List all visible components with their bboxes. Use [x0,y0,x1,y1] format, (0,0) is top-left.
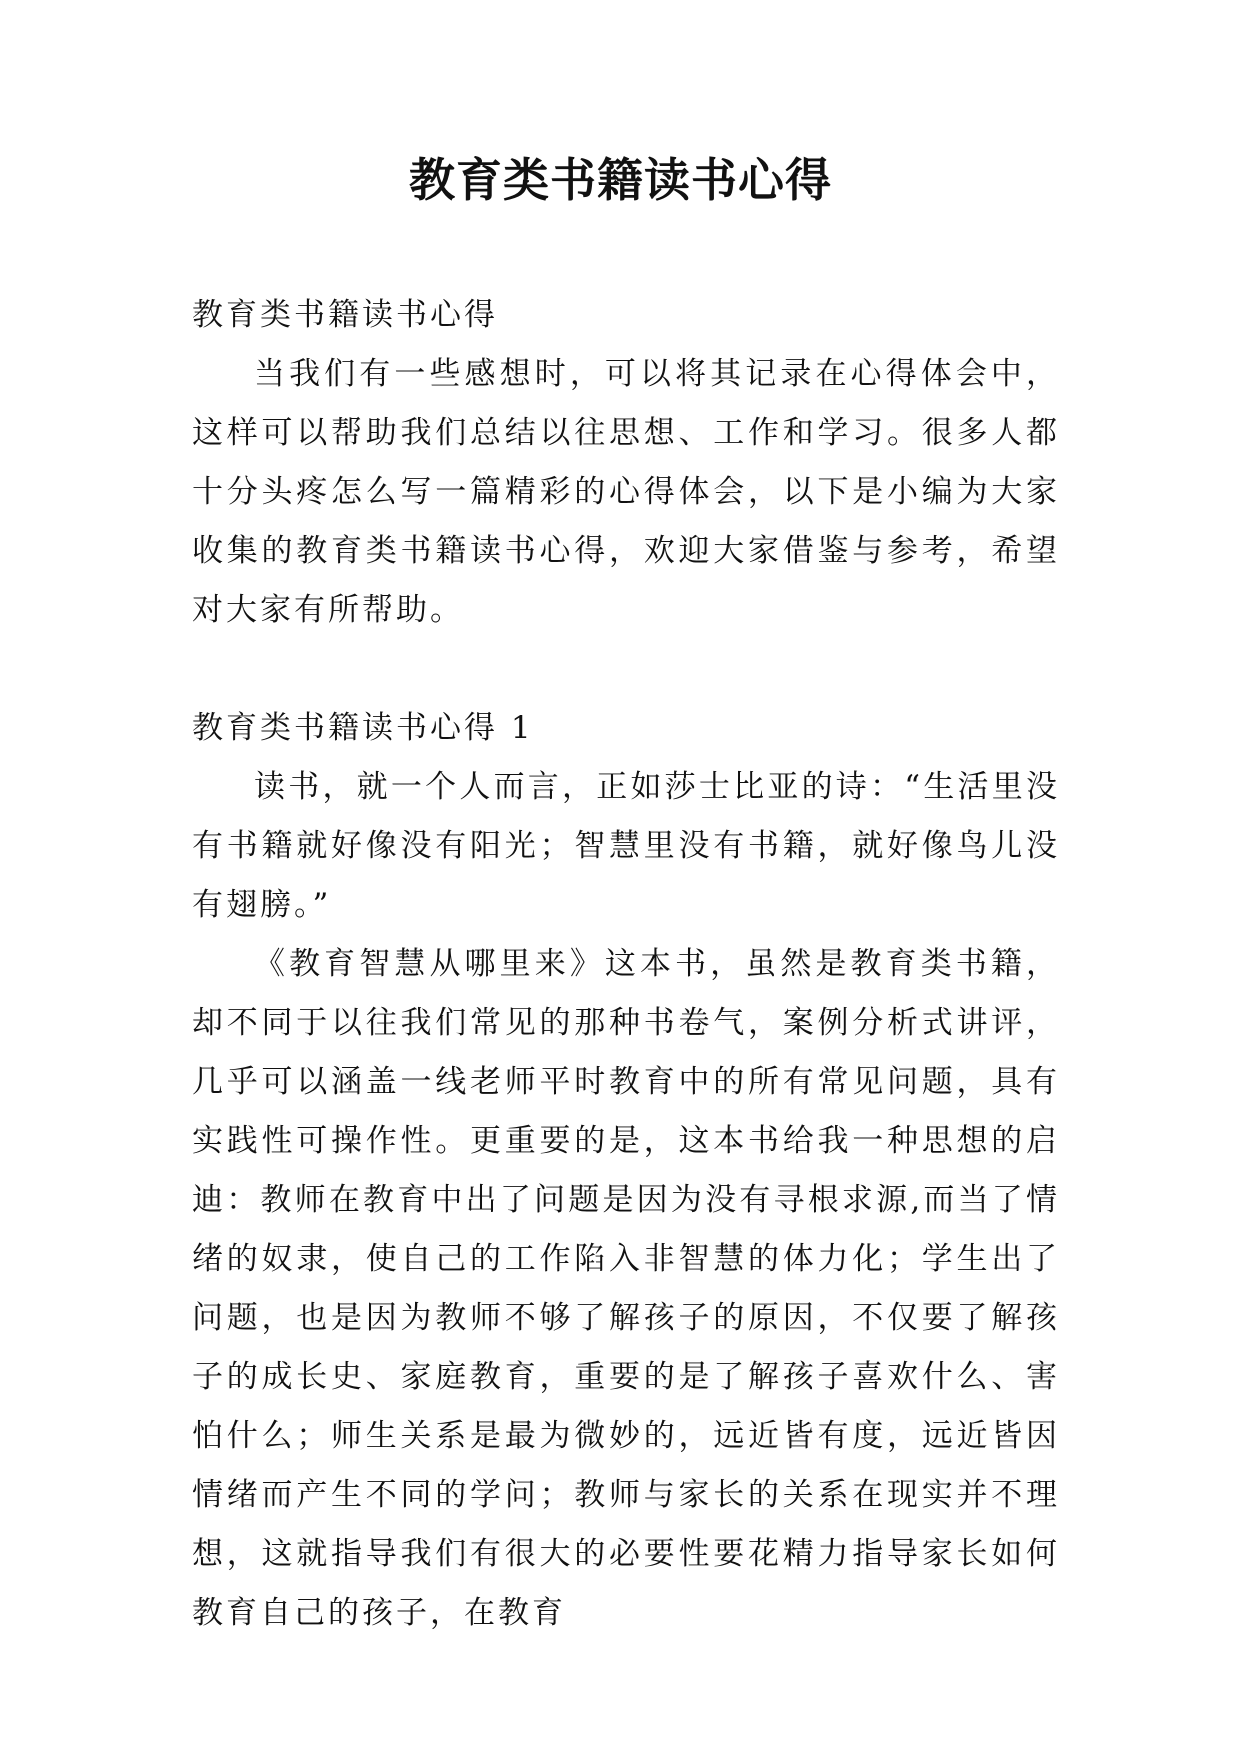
intro-heading: 教育类书籍读书心得 [192,297,498,333]
section-spacer [192,640,1060,699]
section1-heading: 教育类书籍读书心得 1 [192,710,534,746]
document-body [192,286,1060,1643]
intro-paragraph: 当我们有一些感想时，可以将其记录在心得体会中，这样可以帮助我们总结以往思想、工作和学习。很多人都十分头疼怎么写一篇精彩的心得体会，以下是小编为大家收集的教育类书籍读书心得，欢迎大家借鉴与参考，希望对大家有所帮助。 [192,356,1060,628]
document-title: 教育类书籍读书心得 [409,153,832,207]
section1-paragraph-2: 《教育智慧从哪里来》这本书，虽然是教育类书籍，却不同于以往我们常见的那种书卷气，案例分析式讲评，几乎可以涵盖一线老师平时教育中的所有常见问题，具有实践性可操作性。更重要的是，这本书给我一种思想的启迪：教师在教育中出了问题是因为没有寻根求源,而当了情绪的奴隶，使自己的工作陷入非智慧的体力化；学生出了问题，也是因为教师不够了解孩子的原因，不仅要了解孩子的成长史、家庭教育，重要的是了解孩子喜欢什么、害怕什么；师生关系是最为微妙的，远近皆有度，远近皆因情绪而产生不同的学问；教师与家长的关系在现实并不理想，这就指导我们有很大的必要性要花精力指导家长如何教育自己的孩子，在教育 [192,946,1060,1631]
section1-paragraph-1: 读书，就一个人而言，正如莎士比亚的诗：“生活里没有书籍就好像没有阳光；智慧里没有书籍，就好像鸟儿没有翅膀。” [192,769,1060,923]
